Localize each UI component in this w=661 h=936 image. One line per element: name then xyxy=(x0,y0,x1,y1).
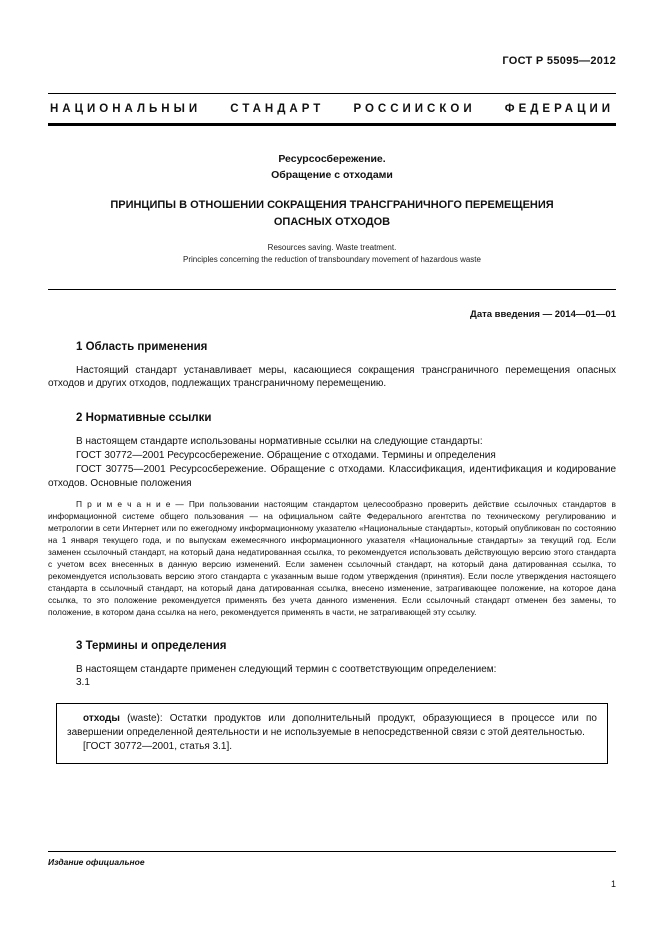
page-footer xyxy=(48,851,616,889)
normative-reference: ГОСТ 30772—2001 Ресурсосбережение. Обращение с отходами. Термины и определения xyxy=(76,449,496,461)
english-title-line-1: Resources saving. Waste treatment. xyxy=(267,242,397,252)
section-1-title: 1 Область применения xyxy=(76,340,208,353)
english-title xyxy=(48,242,616,266)
normative-reference: ГОСТ 30775—2001 Ресурсосбережение. Обращение с отходами. Классификация, идентификация и кодирование отходов. Основные положения xyxy=(48,463,616,489)
section-2-title: 2 Нормативные ссылки xyxy=(76,412,212,425)
section-3-intro: В настоящем стандарте применен следующий термин с соответствующим определением: xyxy=(76,663,497,675)
section-2-intro: В настоящем стандарте использованы нормативные ссылки на следующие стандарты: xyxy=(76,436,483,448)
edition-note: Издание официальное xyxy=(48,857,145,867)
section-2-note: П р и м е ч а н и е — При пользовании настоящим стандартом целесообразно проверить действие ссылочных стандартов в информационной системе общего пользования — на официальном сайте Федерального агентства по техническому регулированию и метрологии в сети Интернет или по ежегодному информационному указателю «Национальные стандарты», который опубликован по состоянию на 1 января текущего года, и по выпускам ежемесячного информационного указателя «Национальные стандарты» за текущий год. Если заменен ссылочный стандарт, на который дана недатированная ссылка, то рекомендуется использовать действующую версию этого стандарта с учетом всех внесенных в данную версию изменений. Если заменен ссылочный стандарт, на который дана датированная ссылка, то рекомендуется использовать версию этого стандарта с указанным выше годом утверждения (принятия). Если после утверждения настоящего стандарта в ссылочный стандарт, на который дана датированная ссылка, внесено изменение, затрагивающее положение, на которое дана ссылка, то это положение рекомендуется применять без учета данного изменения. Если ссылочный стандарт отменен без замены, то положение, в котором дана ссылка на него, рекомендуется применять в части, не затрагивающей эту ссылку. xyxy=(48,499,616,617)
standard-type-band xyxy=(48,93,616,126)
standard-type-title: НАЦИОНАЛЬНЫЙ СТАНДАРТ РОССИЙСКОЙ ФЕДЕРАЦИИ xyxy=(50,103,614,115)
subject-line-1: Ресурсосбережение. xyxy=(278,153,386,165)
doc-number: ГОСТ Р 55095—2012 xyxy=(502,55,616,67)
definition-text xyxy=(67,712,597,740)
english-title-line-2: Principles concerning the reduction of transboundary movement of hazardous waste xyxy=(183,254,481,264)
definition-box xyxy=(56,703,608,764)
main-title-line-2: ОПАСНЫХ ОТХОДОВ xyxy=(273,215,391,228)
subject-line-2: Обращение с отходами xyxy=(271,168,393,181)
page-number: 1 xyxy=(610,879,616,889)
effective-date: Дата введения — 2014—01—01 xyxy=(470,308,616,320)
footer-rule xyxy=(48,851,616,852)
section-1-paragraph: Настоящий стандарт устанавливает меры, касающиеся сокращения трансграничного перемещения опасных отходов и других отходов, подлежащих трансграничному перемещению. xyxy=(48,364,616,390)
definition-body: (waste): Остатки продуктов или дополнительный продукт, образующиеся в процессе или по завершении определенной деятельности и не используемые в непосредственной связи с этой деятельностью. xyxy=(67,713,597,739)
definition-source: [ГОСТ 30772—2001, статья 3.1]. xyxy=(83,741,233,753)
main-title xyxy=(48,197,616,231)
term-number: 3.1 xyxy=(76,677,90,689)
subject-block xyxy=(48,152,616,184)
main-title-line-1: ПРИНЦИПЫ В ОТНОШЕНИИ СОКРАЩЕНИЯ ТРАНСГРАНИЧНОГО ПЕРЕМЕЩЕНИЯ xyxy=(110,198,554,211)
title-divider-rule xyxy=(48,289,616,290)
section-3-title: 3 Термины и определения xyxy=(76,639,227,652)
definition-term: отходы xyxy=(83,713,120,725)
